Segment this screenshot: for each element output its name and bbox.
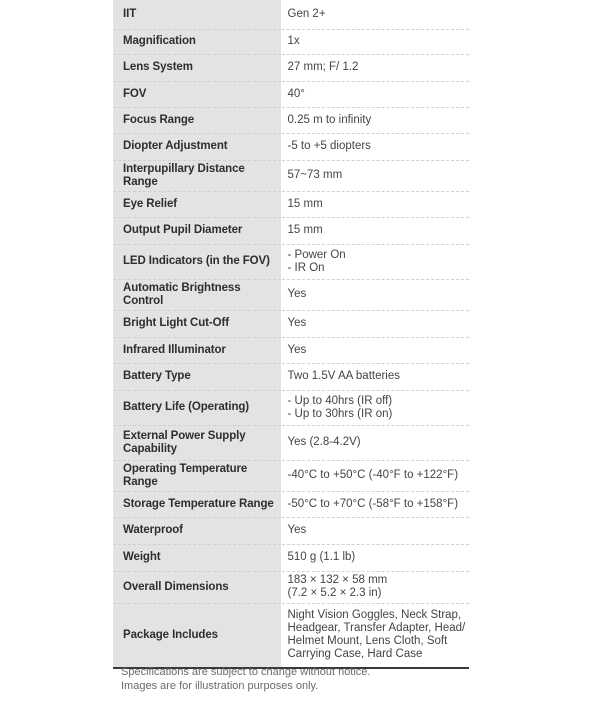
- spec-value-line: -40°C to +50°C (-40°F to +122°F): [287, 469, 459, 481]
- spec-row: [113, 217, 469, 244]
- spec-row: [113, 0, 469, 29]
- spec-row: [113, 29, 469, 54]
- spec-value: [281, 363, 469, 390]
- disclaimer-line: Specifications are subject to change without notice.: [121, 666, 371, 678]
- spec-row: [113, 244, 469, 279]
- spec-value-line: -50°C to +70°C (-58°F to +158°F): [287, 497, 459, 510]
- spec-value: [281, 54, 469, 81]
- spec-label: Focus Range: [113, 107, 281, 133]
- disclaimer-line: Images are for illustration purposes only.: [121, 680, 319, 692]
- spec-value: [281, 217, 469, 244]
- spec-value-line: 1x: [287, 35, 300, 47]
- spec-row: [113, 54, 469, 81]
- spec-label: Operating Temperature Range: [113, 460, 281, 491]
- spec-value: [281, 244, 469, 279]
- spec-label: Lens System: [113, 54, 281, 81]
- spec-value-line: 27 mm; F/ 1.2: [287, 61, 359, 73]
- spec-value: [281, 425, 469, 460]
- spec-label: Magnification: [113, 29, 281, 54]
- spec-value-line: Two 1.5V AA batteries: [287, 370, 401, 382]
- spec-value: [281, 603, 469, 668]
- spec-label: IIT: [113, 0, 281, 29]
- spec-row: [113, 191, 469, 217]
- spec-table-body: [113, 0, 469, 668]
- spec-value-line: 15 mm: [287, 197, 323, 210]
- spec-label: External Power Supply Capability: [113, 425, 281, 460]
- spec-value-line: Helmet Mount, Lens Cloth, Soft: [287, 635, 448, 648]
- spec-value-line: -5 to +5 diopters: [287, 140, 371, 152]
- spec-row: [113, 279, 469, 310]
- spec-row: [113, 517, 469, 544]
- spec-value-line: Headgear, Transfer Adapter, Head/: [287, 622, 466, 635]
- spec-value: [281, 390, 469, 425]
- spec-row: [113, 133, 469, 160]
- spec-value: [281, 133, 469, 160]
- spec-value-line: Carrying Case, Hard Case: [287, 648, 423, 661]
- spec-value: [281, 571, 469, 603]
- spec-value-line: - Power On: [287, 248, 346, 261]
- spec-row: [113, 160, 469, 191]
- spec-value-line: Yes: [287, 343, 307, 356]
- spec-label: Battery Life (Operating): [113, 390, 281, 425]
- spec-label: Eye Relief: [113, 191, 281, 217]
- spec-row: [113, 107, 469, 133]
- spec-row: [113, 310, 469, 337]
- spec-value-line: Night Vision Goggles, Neck Strap,: [287, 609, 462, 622]
- spec-value: [281, 279, 469, 310]
- spec-row: [113, 603, 469, 668]
- spec-row: [113, 390, 469, 425]
- spec-value: [281, 337, 469, 363]
- spec-label: FOV: [113, 81, 281, 107]
- spec-value: [281, 544, 469, 571]
- spec-label: Output Pupil Diameter: [113, 217, 281, 244]
- spec-value-line: - IR On: [287, 261, 325, 274]
- spec-label: Package Includes: [113, 603, 281, 668]
- spec-value-line: - Up to 40hrs (IR off): [287, 394, 393, 407]
- spec-label: Infrared Illuminator: [113, 337, 281, 363]
- spec-value-line: 183 × 132 × 58 mm: [287, 574, 388, 586]
- spec-label: Battery Type: [113, 363, 281, 390]
- spec-value: [281, 191, 469, 217]
- spec-value-line: Yes: [287, 317, 307, 329]
- spec-label: Bright Light Cut-Off: [113, 310, 281, 337]
- spec-row: [113, 363, 469, 390]
- spec-row: [113, 571, 469, 603]
- disclaimer-notes: [121, 665, 370, 693]
- spec-value: [281, 460, 469, 491]
- spec-row: [113, 81, 469, 107]
- spec-value-line: 510 g (1.1 lb): [287, 551, 356, 563]
- spec-value-line: (7.2 × 5.2 × 2.3 in): [287, 587, 382, 599]
- spec-row: [113, 460, 469, 491]
- spec-value-line: Yes (2.8-4.2V): [287, 436, 361, 448]
- spec-value-line: 15 mm: [287, 224, 323, 236]
- spec-label: Waterproof: [113, 517, 281, 544]
- spec-value-line: Yes: [287, 288, 307, 300]
- spec-row: [113, 337, 469, 363]
- spec-value-line: Yes: [287, 524, 307, 536]
- spec-label: Weight: [113, 544, 281, 571]
- spec-value: [281, 310, 469, 337]
- spec-label: Interpupillary Distance Range: [113, 160, 281, 191]
- spec-value: [281, 81, 469, 107]
- spec-table: [113, 0, 469, 669]
- spec-row: [113, 544, 469, 571]
- spec-value-line: 0.25 m to infinity: [287, 113, 372, 126]
- spec-value: [281, 491, 469, 517]
- spec-value-line: - Up to 30hrs (IR on): [287, 407, 393, 420]
- spec-label: Diopter Adjustment: [113, 133, 281, 160]
- spec-label: Overall Dimensions: [113, 571, 281, 603]
- spec-value-line: Gen 2+: [287, 7, 326, 20]
- spec-label: Storage Temperature Range: [113, 491, 281, 517]
- spec-value: [281, 160, 469, 191]
- spec-label: Automatic Brightness Control: [113, 279, 281, 310]
- spec-row: [113, 491, 469, 517]
- spec-value: [281, 0, 469, 29]
- spec-row: [113, 425, 469, 460]
- spec-value: [281, 29, 469, 54]
- spec-label: LED Indicators (in the FOV): [113, 244, 281, 279]
- spec-value: [281, 107, 469, 133]
- spec-value-line: 40°: [287, 87, 305, 100]
- spec-value-line: 57~73 mm: [287, 169, 343, 181]
- spec-value: [281, 517, 469, 544]
